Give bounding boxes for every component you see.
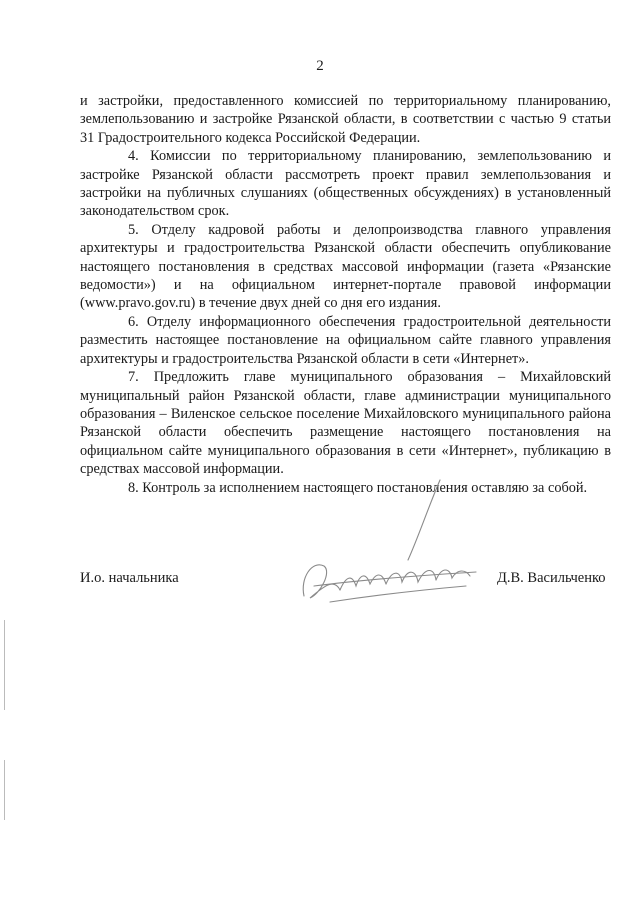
scan-edge-mark <box>4 620 5 710</box>
document-body <box>80 92 611 497</box>
handwritten-signature <box>290 468 490 618</box>
paragraph-item-4: 4. Комиссии по территориальному планированию, землепользованию и застройке Рязанской области рассмотреть проект правил землепользования и застройки на публичных слушаниях (общественных обсуждениях) в установленный законодательством срок. <box>80 148 611 220</box>
paragraph-item-6: 6. Отделу информационного обеспечения градостроительной деятельности разместить настоящее постановление на официальном сайте главного управления архитектуры и градостроительства Рязанской области в сети «Интернет». <box>80 313 611 367</box>
paragraph-item-5: 5. Отделу кадровой работы и делопроизводства главного управления архитектуры и градостроительства Рязанской области обеспечить опубликование настоящего постановления в средствах массовой информации (газета «Рязанские ведомости») и на официальном интернет-портале правовой информации (www.pravo.gov.ru) в течение двух дней со дня его издания. <box>80 221 611 312</box>
paragraph-item-7: 7. Предложить главе муниципального образования – Михайловский муниципальный район Рязанской области, главе администрации муниципального образования – Виленское сельское поселение Михайловского муниципального района Рязанской области обеспечить размещение настоящего постановления на официальном сайте муниципального образования в сети «Интернет», публикацию в средствах массовой информации. <box>80 369 611 478</box>
paragraph-continuation: и застройки, предоставленного комиссией по территориальному планированию, землепользованию и застройке Рязанской области, в соответствии с частью 9 статьи 31 Градостроительного кодекса Российской Федерации. <box>80 93 611 146</box>
page-number: 2 <box>316 58 324 74</box>
paragraph-item-8: 8. Контроль за исполнением настоящего постановления оставляю за собой. <box>128 479 588 496</box>
signatory-title: И.о. начальника <box>80 570 179 586</box>
scan-edge-mark <box>4 760 5 820</box>
signatory-name: Д.В. Васильченко <box>497 570 606 586</box>
